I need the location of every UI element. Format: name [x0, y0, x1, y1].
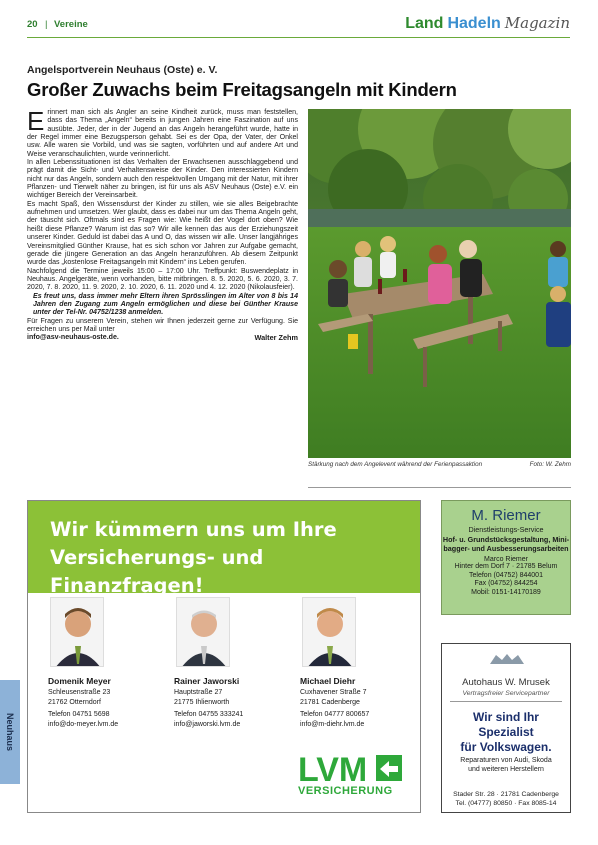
agent-name: Michael Diehr — [300, 676, 356, 686]
agent-phone: Telefon 04777 800657 — [300, 711, 370, 718]
agent-city: 21762 Otterndorf — [48, 699, 101, 706]
lvm-advert[interactable] — [27, 500, 421, 813]
side-tab-label: Neuhaus — [5, 712, 15, 752]
car-logo-icon — [488, 652, 526, 666]
brands-line: und weiteren Herstellern — [468, 766, 544, 773]
riemer-mobile: Mobil: 0151-14170189 — [471, 588, 541, 596]
headline-line: für Volkswagen. — [460, 740, 552, 754]
divider — [308, 487, 571, 488]
riemer-name: M. Riemer — [471, 507, 541, 524]
paragraph: Nachfolgend die Termine jeweils 15:00 – 17:00 Uhr. Treffpunkt: Buswendeplatz in Neuhaus. Angelgeräte, wenn vorhanden, bitte mitbringen. 8. 5. 2020, 5. 6. 2020, 3. 7. 2020, 7. 8. 2020, 11. 9. 2020, 2. 10. 2020, 6. 11. 2020 und 4. 12. 2020 (Nikolausfeier). — [27, 267, 298, 292]
mrusek-phone: Tel. (04777) 80850 · Fax 8085-14 — [455, 800, 557, 807]
photo-picnic-scene — [308, 109, 571, 458]
agent-phone: Telefon 04751 5698 — [48, 711, 110, 718]
article-kicker: Angelsportverein Neuhaus (Oste) e. V. — [27, 64, 218, 76]
services-line: Hof- u. Grundstücksgestaltung, Mini- — [442, 535, 570, 544]
agent-email[interactable]: info@m-diehr.lvm.de — [300, 721, 365, 728]
section-label: Vereine — [54, 19, 88, 30]
riemer-subtitle: Dienstleistungs-Service — [468, 525, 544, 534]
ad-headline-band — [28, 501, 420, 597]
headline-line: Spezialist — [478, 725, 534, 739]
agent-portrait — [50, 597, 104, 667]
logo-magazin: Magazin — [504, 14, 570, 32]
logo-land: Land — [405, 15, 444, 32]
paragraph — [27, 334, 298, 342]
header-rule — [27, 37, 570, 38]
email-link[interactable]: info@asv-neuhaus-oste.de. — [27, 334, 119, 342]
contact-text: Für Fragen zu unserem Verein, stehen wir Ihnen jederzeit gerne zur Verfügung. Sie erreichen uns per Mail unter — [27, 317, 298, 333]
agent-city: 21781 Cadenberge — [300, 699, 360, 706]
agent-street: Schleusenstraße 23 — [48, 689, 111, 696]
riemer-services — [442, 536, 570, 553]
paragraph — [27, 318, 298, 335]
lvm-logo — [296, 749, 406, 797]
paragraph: In allen Lebenssituationen ist das Verhalten der Erwachsenen ausschlaggebend und prägt damit die Sicht- und Verhaltensweise der Kinder. Den interessierten Kindern nicht nur das Angeln, sondern auch den respektvollen Umgang mit der Natur, mit ihrer Pflanzen- und Tierwelt näher zu bringen, ist für uns als ASV Neuhaus (Oste) e.V. ein wichtiger Bereich der Vereinsarbeit. — [27, 159, 298, 200]
drop-cap: E — [27, 106, 45, 136]
author: Walter Zehm — [254, 333, 298, 343]
quote-paragraph: Es freut uns, dass immer mehr Eltern ihren Sprösslingen im Alter von 8 bis 14 Jahren den Zugang zum Angeln ermöglichen und diese bei Günther Krause unter der Tel-Nr. 04752/1238 anmelden. — [33, 292, 298, 317]
article-headline: Großer Zuwachs beim Freitagsangeln mit Kindern — [27, 79, 457, 100]
magazine-logo — [405, 14, 570, 36]
divider — [450, 701, 562, 702]
brands-line: Reparaturen von Audi, Skoda — [460, 757, 552, 764]
ad-headline-line: Versicherungs- und Finanzfragen! — [50, 546, 264, 597]
riemer-owner: Marco Riemer — [484, 556, 528, 564]
lvm-logo-sub: VERSICHERUNG — [298, 785, 393, 797]
ad-headline-line: Wir kümmern uns um Ihre — [50, 518, 337, 541]
agent-portrait — [176, 597, 230, 667]
headline-line: Wir sind Ihr — [473, 710, 539, 724]
riemer-address: Hinter dem Dorf 7 · 21785 Belum — [454, 563, 558, 571]
lvm-logo-text: LVM — [298, 751, 368, 789]
agent-portrait — [302, 597, 356, 667]
riemer-fax: Fax (04752) 844254 — [474, 580, 538, 588]
agent-street: Hauptstraße 27 — [174, 689, 223, 696]
header-separator: | — [45, 19, 48, 30]
agent-city: 21775 Ihlienworth — [174, 699, 230, 706]
mrusek-subtitle: Vertragsfreier Servicepartner — [462, 690, 550, 697]
mrusek-advert[interactable] — [441, 643, 571, 813]
mrusek-name: Autohaus W. Mrusek — [462, 677, 550, 688]
paragraph: Es macht Spaß, den Wissensdurst der Kinder zu stillen, wie sie alles Beigebrachte aufnehmen und umsetzen. Wer glaubt, dass es dabei nur um das Thema Angeln geht, der täuscht sich. Oftmals sind es Fragen wie: Wie heißt der Vogel dort oben? Wie heißt diese Pflanze? Warum ist das so? Wir alle kennen das aus der Erziehungszeit unserer Kinder. Geduld ist dabei das A und O, das wissen wir alle. Unser langjähriges Vereinsmitglied Günther Krause, hat es sich schon vor Jahren zur Aufgabe gemacht, gerade die jüngere Generation an das Angeln heranzuführen. Ab diesem Zeitpunkt wurde das „kostenlose Freitagsangeln mit Kindern“ ins Leben gerufen. — [27, 200, 298, 267]
services-line: bagger- und Ausbesserungsarbeiten — [443, 543, 569, 553]
photo-caption — [308, 461, 571, 468]
riemer-advert[interactable] — [441, 500, 571, 615]
agent-email[interactable]: info@do-meyer.lvm.de — [48, 721, 119, 728]
mrusek-headline — [442, 710, 570, 755]
article-body — [27, 106, 298, 343]
mrusek-address: Stader Str. 28 · 21781 Cadenberge — [453, 791, 559, 798]
agent-name: Domenik Meyer — [48, 676, 111, 686]
agent-phone: Telefon 04755 333241 — [174, 711, 244, 718]
mrusek-brands — [442, 756, 570, 774]
article-photo — [308, 109, 571, 458]
logo-hadeln: Hadeln — [447, 15, 501, 32]
riemer-phone: Telefon (04752) 844001 — [469, 571, 543, 579]
mrusek-contact — [442, 790, 570, 808]
caption-text: Stärkung nach dem Angelevent während der Ferienpassaktion — [308, 461, 483, 468]
photo-credit: Foto: W. Zehm — [529, 461, 571, 468]
ad-headline — [50, 516, 410, 600]
page-number: 20 — [27, 19, 38, 30]
agent-name: Rainer Jaworski — [174, 676, 240, 686]
agent-street: Cuxhavener Straße 7 — [300, 689, 367, 696]
agent-email[interactable]: info@jaworski.lvm.de — [174, 721, 241, 728]
paragraph: rinnert man sich als Angler an seine Kindheit zurück, muss man feststellen, dass das Thema „Angeln“ bereits in jungen Jahren eine Faszination auf uns ausübte. Jeder, der in der Jugend an das Angeln herangeführt wurde, hatte in der Regel immer eine Bezugsperson gehabt. Sei es der Opa, der Vater, der Onkel usw. Alle waren sie Vorbild, und was sie sagten, vorführten und auf andere Art und Weise veranschaulichten, wurde verinnerlicht. — [27, 109, 298, 158]
